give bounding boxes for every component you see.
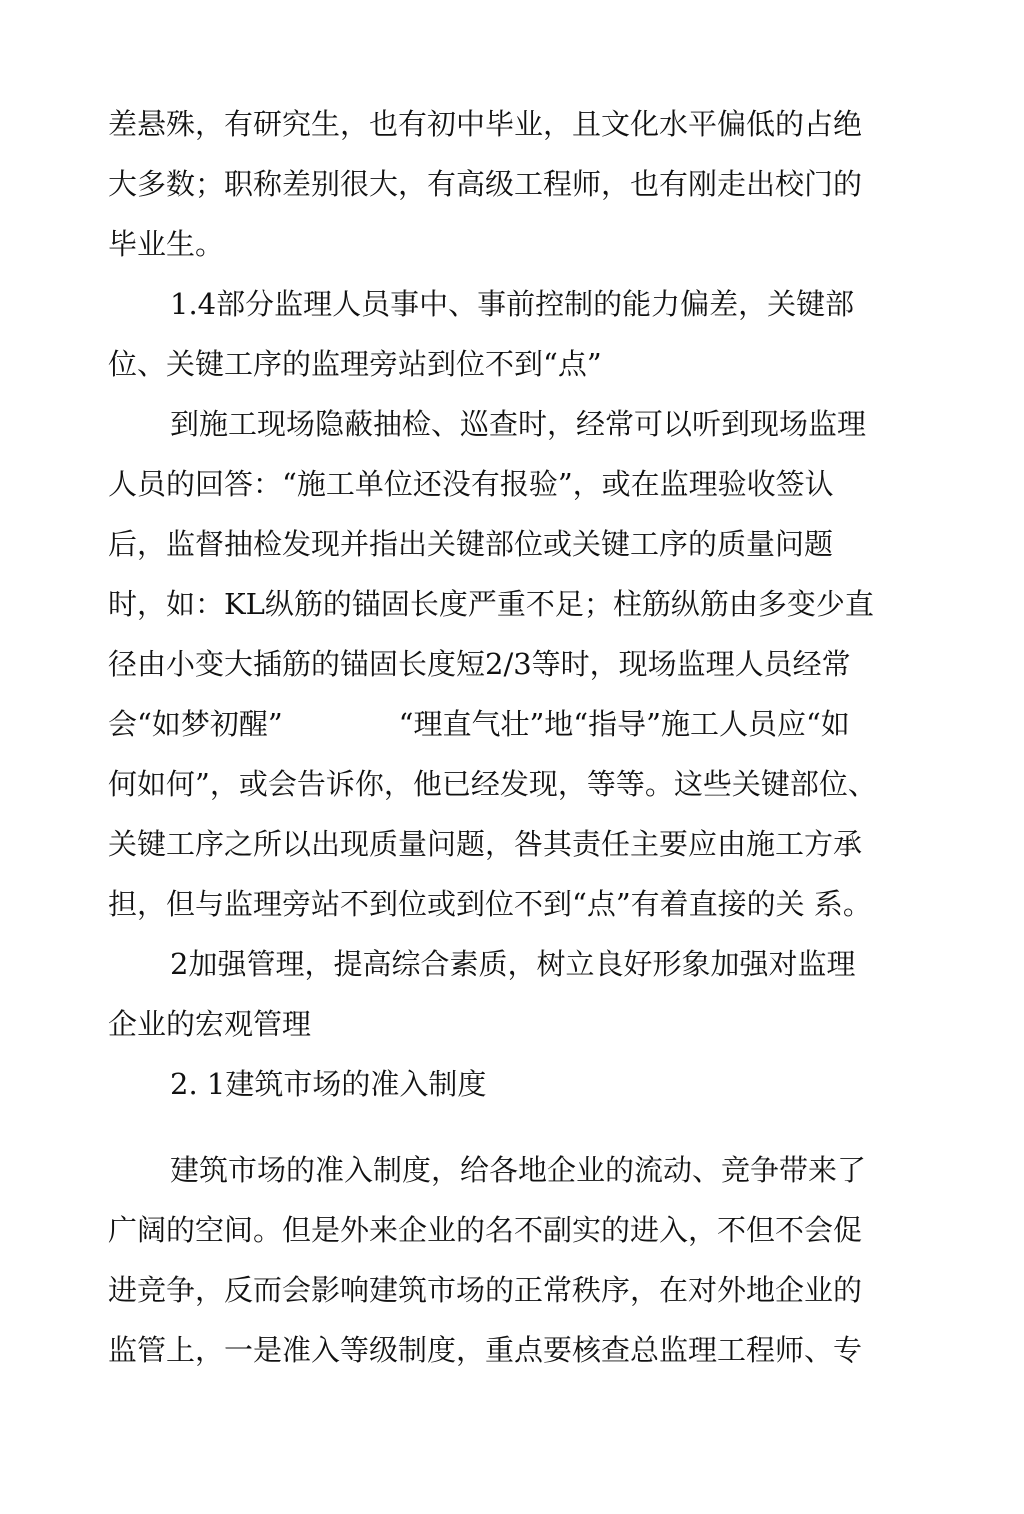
paragraph-line: 担，但与监理旁站不到位或到位不到“点”有着直接的关 系。	[108, 887, 872, 921]
paragraph-line: 广阔的空间。但是外来企业的名不副实的进入，不但不会促	[108, 1213, 863, 1247]
paragraph-line: 建筑市场的准入制度，给各地企业的流动、竞争带来了	[170, 1153, 867, 1187]
paragraph-line: 何如何”，或会告诉你，他已经发现，等等。这些关键部位、	[108, 767, 877, 801]
subsection-heading: 2. 1建筑市场的准入制度	[170, 1067, 487, 1101]
paragraph-line: 后，监督抽检发现并指出关键部位或关键工序的质量问题	[108, 527, 834, 561]
paragraph-line: 时，如：KL纵筋的锚固长度严重不足；柱筋纵筋由多变少直	[108, 587, 874, 621]
section-heading-line: 1.4部分监理人员事中、事前控制的能力偏差，关键部	[170, 287, 855, 321]
paragraph-line: 毕业生。	[108, 227, 225, 261]
paragraph-line: 径由小变大插筋的锚固长度短2/3等时，现场监理人员经常	[108, 647, 851, 681]
paragraph-line: 人员的回答：“施工单位还没有报验”，或在监理验收签认	[108, 467, 834, 501]
paragraph-line: 会“如梦初醒” “理直气壮”地“指导”施工人员应“如	[108, 707, 850, 741]
paragraph-line: 差悬殊，有研究生，也有初中毕业，且文化水平偏低的占绝	[108, 107, 863, 141]
paragraph-line: 大多数；职称差别很大，有高级工程师，也有刚走出校门的	[108, 167, 863, 201]
paragraph-line: 监管上，一是准入等级制度，重点要核查总监理工程师、专	[108, 1333, 863, 1367]
paragraph-line: 关键工序之所以出现质量问题，咎其责任主要应由施工方承	[108, 827, 863, 861]
section-heading-line: 企业的宏观管理	[108, 1007, 312, 1041]
section-heading-line: 2加强管理，提高综合素质，树立良好形象加强对监理	[170, 947, 856, 981]
paragraph-line: 到施工现场隐蔽抽检、巡查时，经常可以听到现场监理	[170, 407, 867, 441]
section-heading-line: 位、关键工序的监理旁站到位不到“点”	[108, 347, 602, 381]
paragraph-line: 进竞争，反而会影响建筑市场的正常秩序，在对外地企业的	[108, 1273, 863, 1307]
